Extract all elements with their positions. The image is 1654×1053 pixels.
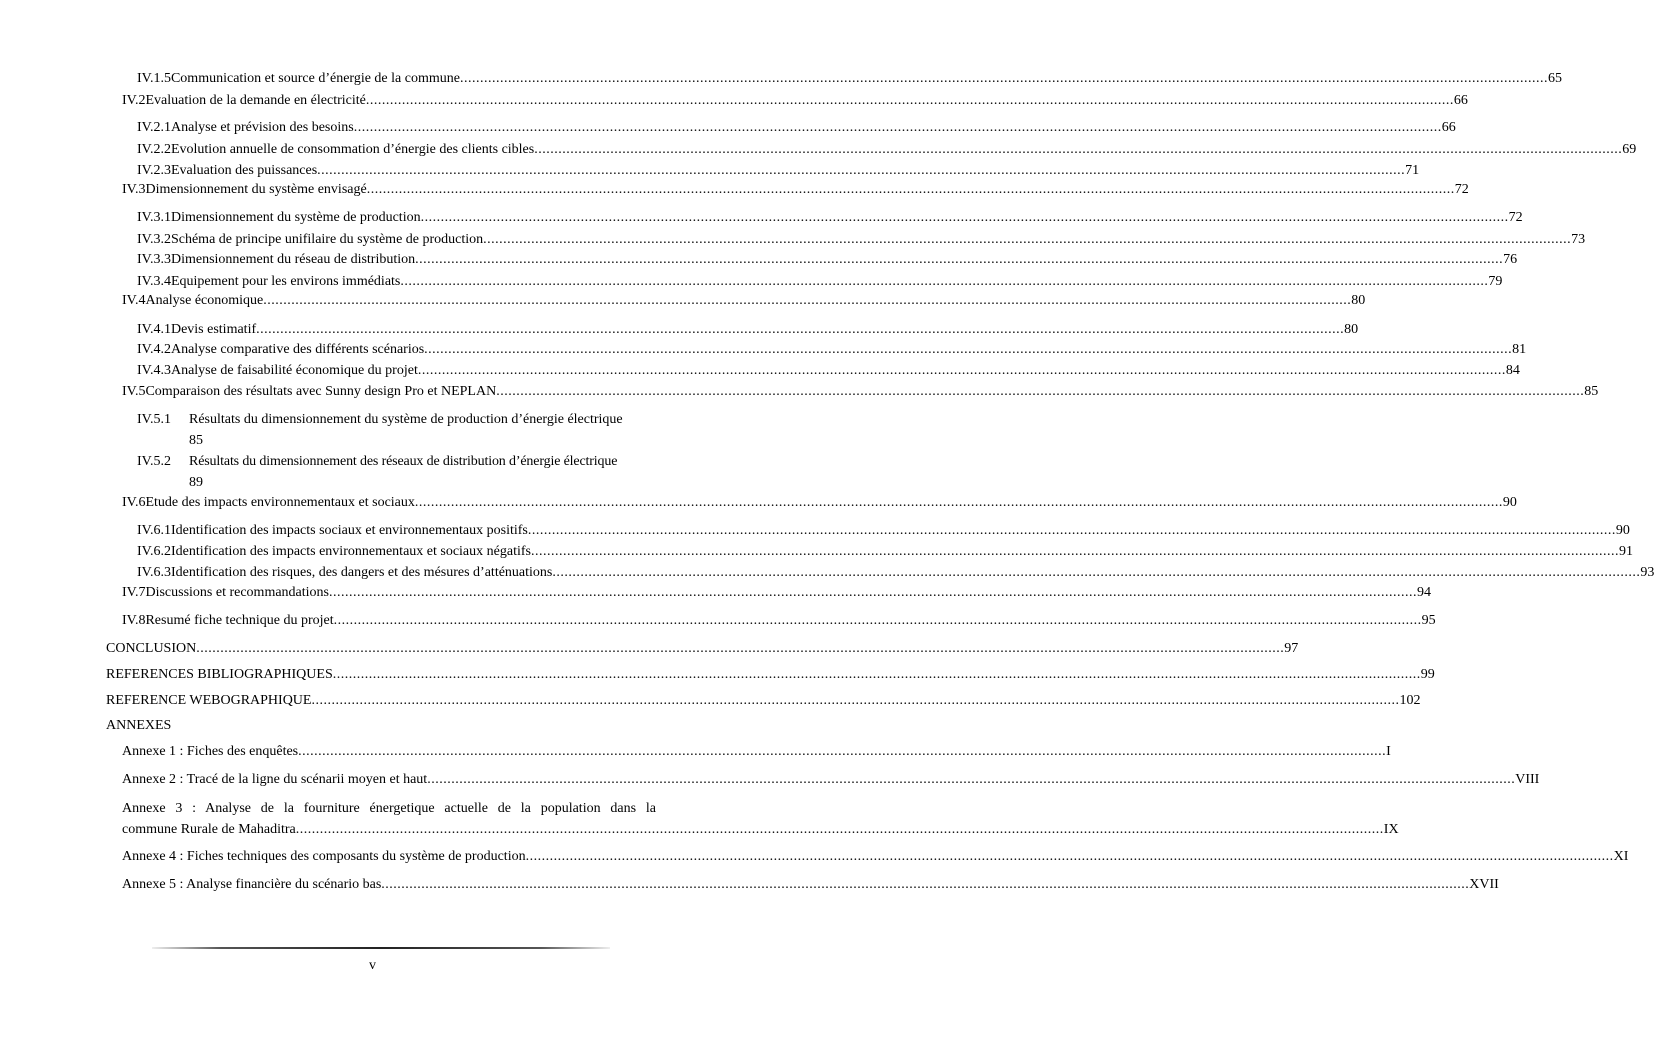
toc-title: Identification des impacts sociaux et environnementaux positifs	[170, 523, 528, 538]
toc-title-line-1: Annexe 3 : Analyse de la fourniture énergetique actuelle de la population dans la	[122, 801, 656, 816]
toc-title: Evaluation de la demande en électricité	[145, 93, 366, 108]
toc-entry-annexe-2[interactable]	[122, 770, 1540, 790]
toc-page: 72	[1508, 210, 1523, 225]
toc-page: 72	[1454, 182, 1469, 197]
toc-page: VIII	[1515, 772, 1540, 787]
toc-title: Evolution annuelle de consommation d’énergie des clients cibles	[170, 142, 535, 157]
toc-entry-iv-3-1[interactable]	[137, 208, 1523, 228]
footer-divider	[152, 947, 610, 949]
toc-title: Analyse de faisabilité économique du projet	[170, 363, 418, 378]
toc-number: IV.2.2	[137, 142, 171, 157]
toc-number: IV.7	[122, 585, 146, 600]
toc-number: IV.4.3	[137, 363, 171, 378]
toc-number: IV.3	[122, 182, 146, 197]
toc-title: Analyse économique	[145, 293, 264, 308]
toc-title: Etude des impacts environnementaux et sociaux	[145, 495, 415, 510]
toc-entry-iv-2[interactable]	[122, 91, 1468, 111]
dot-leader	[263, 291, 1351, 311]
toc-page: 85	[1584, 384, 1599, 399]
dot-leader	[526, 847, 1614, 867]
toc-title: Evaluation des puissances	[170, 163, 318, 178]
toc-page: XVII	[1469, 877, 1499, 892]
toc-page: 66	[1453, 93, 1468, 108]
toc-entry-iv-8[interactable]	[122, 611, 1436, 631]
toc-number: IV.2.1	[137, 120, 171, 135]
toc-title: Annexe 5 : Analyse financière du scénario bas	[122, 877, 382, 892]
toc-title: Devis estimatif	[170, 322, 257, 337]
toc-title: Identification des impacts environnementaux et sociaux négatifs	[170, 544, 531, 559]
dot-leader	[460, 69, 1548, 89]
dot-leader	[415, 493, 1503, 513]
toc-number: IV.4	[122, 293, 146, 308]
toc-entry-iv-7[interactable]	[122, 583, 1431, 603]
toc-page: 90	[1502, 495, 1517, 510]
toc-title: Schéma de principe unifilaire du système de production	[170, 232, 484, 247]
dot-leader	[317, 161, 1405, 181]
toc-number: IV.2.3	[137, 163, 171, 178]
toc-number: IV.3.3	[137, 252, 171, 267]
toc-entry-iv-3-2[interactable]	[137, 230, 1586, 250]
toc-page: IX	[1383, 822, 1399, 837]
toc-entry-iv-3[interactable]	[122, 180, 1469, 200]
toc-page: 80	[1351, 293, 1366, 308]
dot-leader	[329, 583, 1417, 603]
toc-number: IV.6.1	[137, 523, 171, 538]
toc-number: IV.1.5	[137, 71, 171, 86]
toc-title: Annexe 4 : Fiches techniques des composants du système de production	[122, 849, 526, 864]
toc-title: Dimensionnement du réseau de distribution	[170, 252, 416, 267]
toc-entry-conclusion[interactable]	[106, 639, 1299, 659]
toc-number: IV.6.3	[137, 565, 171, 580]
toc-title: Resumé fiche technique du projet	[145, 613, 334, 628]
toc-entry-annexe-3[interactable]	[122, 798, 1399, 840]
toc-entry-iv-2-3[interactable]	[137, 161, 1420, 181]
toc-title-line-2: commune Rurale de Mahaditra	[122, 822, 296, 837]
toc-number: IV.4.2	[137, 342, 171, 357]
toc-entry-iv-2-2[interactable]	[137, 140, 1637, 160]
toc-number: IV.5	[122, 384, 146, 399]
toc-title: Dimensionnement du système envisagé	[145, 182, 367, 197]
dot-leader	[298, 742, 1386, 762]
toc-page: 93	[1640, 565, 1654, 580]
toc-title: CONCLUSION	[106, 641, 197, 656]
dot-leader	[311, 691, 1399, 711]
toc-entry-iv-4-2[interactable]	[137, 340, 1527, 360]
dot-leader	[367, 180, 1455, 200]
toc-entry-iv-6-1[interactable]	[137, 521, 1630, 541]
toc-title: REFERENCES BIBLIOGRAPHIQUES	[106, 667, 333, 682]
toc-title: Communication et source d’énergie de la commune	[170, 71, 460, 86]
toc-title: Dimensionnement du système de production	[170, 210, 421, 225]
dot-leader	[427, 770, 1515, 790]
toc-entry-iv-1-5[interactable]	[137, 69, 1562, 89]
toc-entry-iv-5-2[interactable]	[137, 451, 656, 493]
page-number: v	[369, 958, 376, 973]
toc-entry-iv-6-2[interactable]	[137, 542, 1633, 562]
toc-title: Discussions et recommandations	[145, 585, 329, 600]
toc-number: IV.6.2	[137, 544, 171, 559]
toc-page: 94	[1417, 585, 1431, 600]
toc-page: 85	[189, 433, 203, 448]
dot-leader	[334, 611, 1422, 631]
toc-entry-iv-5[interactable]	[122, 382, 1599, 402]
toc-number: IV.5.2	[137, 454, 171, 469]
toc-entry-annexe-4[interactable]	[122, 847, 1629, 867]
toc-page: 91	[1618, 544, 1633, 559]
toc-page: 65	[1547, 71, 1562, 86]
dot-leader	[528, 521, 1616, 541]
toc-number: IV.4.1	[137, 322, 171, 337]
toc-title: Résultats du dimensionnement des réseaux de distribution d’énergie électrique	[189, 454, 618, 469]
toc-title: Annexe 1 : Fiches des enquêtes	[122, 744, 299, 759]
toc-entry-annexes[interactable]	[106, 716, 656, 736]
toc-entry-iv-4[interactable]	[122, 291, 1366, 311]
toc-title: Résultats du dimensionnement du système de production d’énergie électrique	[189, 412, 623, 427]
toc-page: 89	[189, 475, 203, 490]
toc-number: IV.6	[122, 495, 146, 510]
toc-page: I	[1386, 744, 1391, 759]
toc-entry-webography[interactable]	[106, 691, 1421, 711]
dot-leader	[256, 320, 1344, 340]
toc-entry-iv-4-1[interactable]	[137, 320, 1359, 340]
toc-page: 90	[1615, 523, 1630, 538]
toc-number: IV.2	[122, 93, 146, 108]
toc-number: IV.8	[122, 613, 146, 628]
dot-leader	[415, 250, 1503, 270]
toc-entry-iv-6-3[interactable]	[137, 563, 1654, 583]
dot-leader	[534, 140, 1622, 160]
toc-entry-references[interactable]	[106, 665, 1435, 685]
toc-number: IV.3.2	[137, 232, 171, 247]
toc-entry-iv-3-3[interactable]	[137, 250, 1518, 270]
toc-number: IV.3.1	[137, 210, 171, 225]
dot-leader	[418, 361, 1506, 381]
toc-page: 84	[1505, 363, 1520, 378]
toc-entry-annexe-1[interactable]	[122, 742, 1391, 762]
toc-page: 79	[1488, 274, 1503, 289]
dot-leader	[531, 542, 1619, 562]
toc-page: 95	[1421, 613, 1436, 628]
dot-leader	[483, 230, 1571, 250]
toc-title: ANNEXES	[106, 718, 172, 733]
dot-leader	[421, 208, 1509, 228]
toc-number: IV.5.1	[137, 412, 171, 427]
toc-page: 99	[1420, 667, 1435, 682]
dot-leader	[196, 639, 1284, 659]
toc-page: 80	[1344, 322, 1359, 337]
toc-entry-iv-5-1[interactable]	[137, 409, 656, 451]
toc-page: 66	[1441, 120, 1456, 135]
toc-page: 81	[1512, 342, 1527, 357]
toc-title: Equipement pour les environs immédiats	[170, 274, 401, 289]
toc-title: REFERENCE WEBOGRAPHIQUE	[106, 693, 312, 708]
dot-leader	[333, 665, 1421, 685]
toc-entry-iv-6[interactable]	[122, 493, 1517, 513]
toc-title: Identification des risques, des dangers et des mésures d’atténuations	[170, 565, 553, 580]
dot-leader	[496, 382, 1584, 402]
dot-leader	[366, 91, 1454, 111]
dot-leader	[400, 272, 1488, 292]
toc-page: 69	[1622, 142, 1637, 157]
toc-entry-iv-2-1[interactable]	[137, 118, 1456, 138]
toc-title: Analyse comparative des différents scénarios	[170, 342, 425, 357]
dot-leader	[552, 563, 1640, 583]
toc-title: Annexe 2 : Tracé de la ligne du scénarii moyen et haut	[122, 772, 428, 787]
toc-page: 71	[1405, 163, 1420, 178]
toc-title: Comparaison des résultats avec Sunny design Pro et NEPLAN	[145, 384, 497, 399]
toc-page: 76	[1503, 252, 1518, 267]
dot-leader	[296, 819, 1384, 840]
toc-entry-iv-4-3[interactable]	[137, 361, 1520, 381]
toc-page: XI	[1613, 849, 1629, 864]
dot-leader	[354, 118, 1442, 138]
toc-number: IV.3.4	[137, 274, 171, 289]
toc-entry-iv-3-4[interactable]	[137, 272, 1503, 292]
toc-title: Analyse et prévision des besoins	[170, 120, 354, 135]
dot-leader	[424, 340, 1512, 360]
dot-leader	[381, 875, 1469, 895]
toc-page: 73	[1571, 232, 1586, 247]
toc-entry-annexe-5[interactable]	[122, 875, 1499, 895]
toc-page: 102	[1399, 693, 1421, 708]
toc-page: 97	[1284, 641, 1299, 656]
